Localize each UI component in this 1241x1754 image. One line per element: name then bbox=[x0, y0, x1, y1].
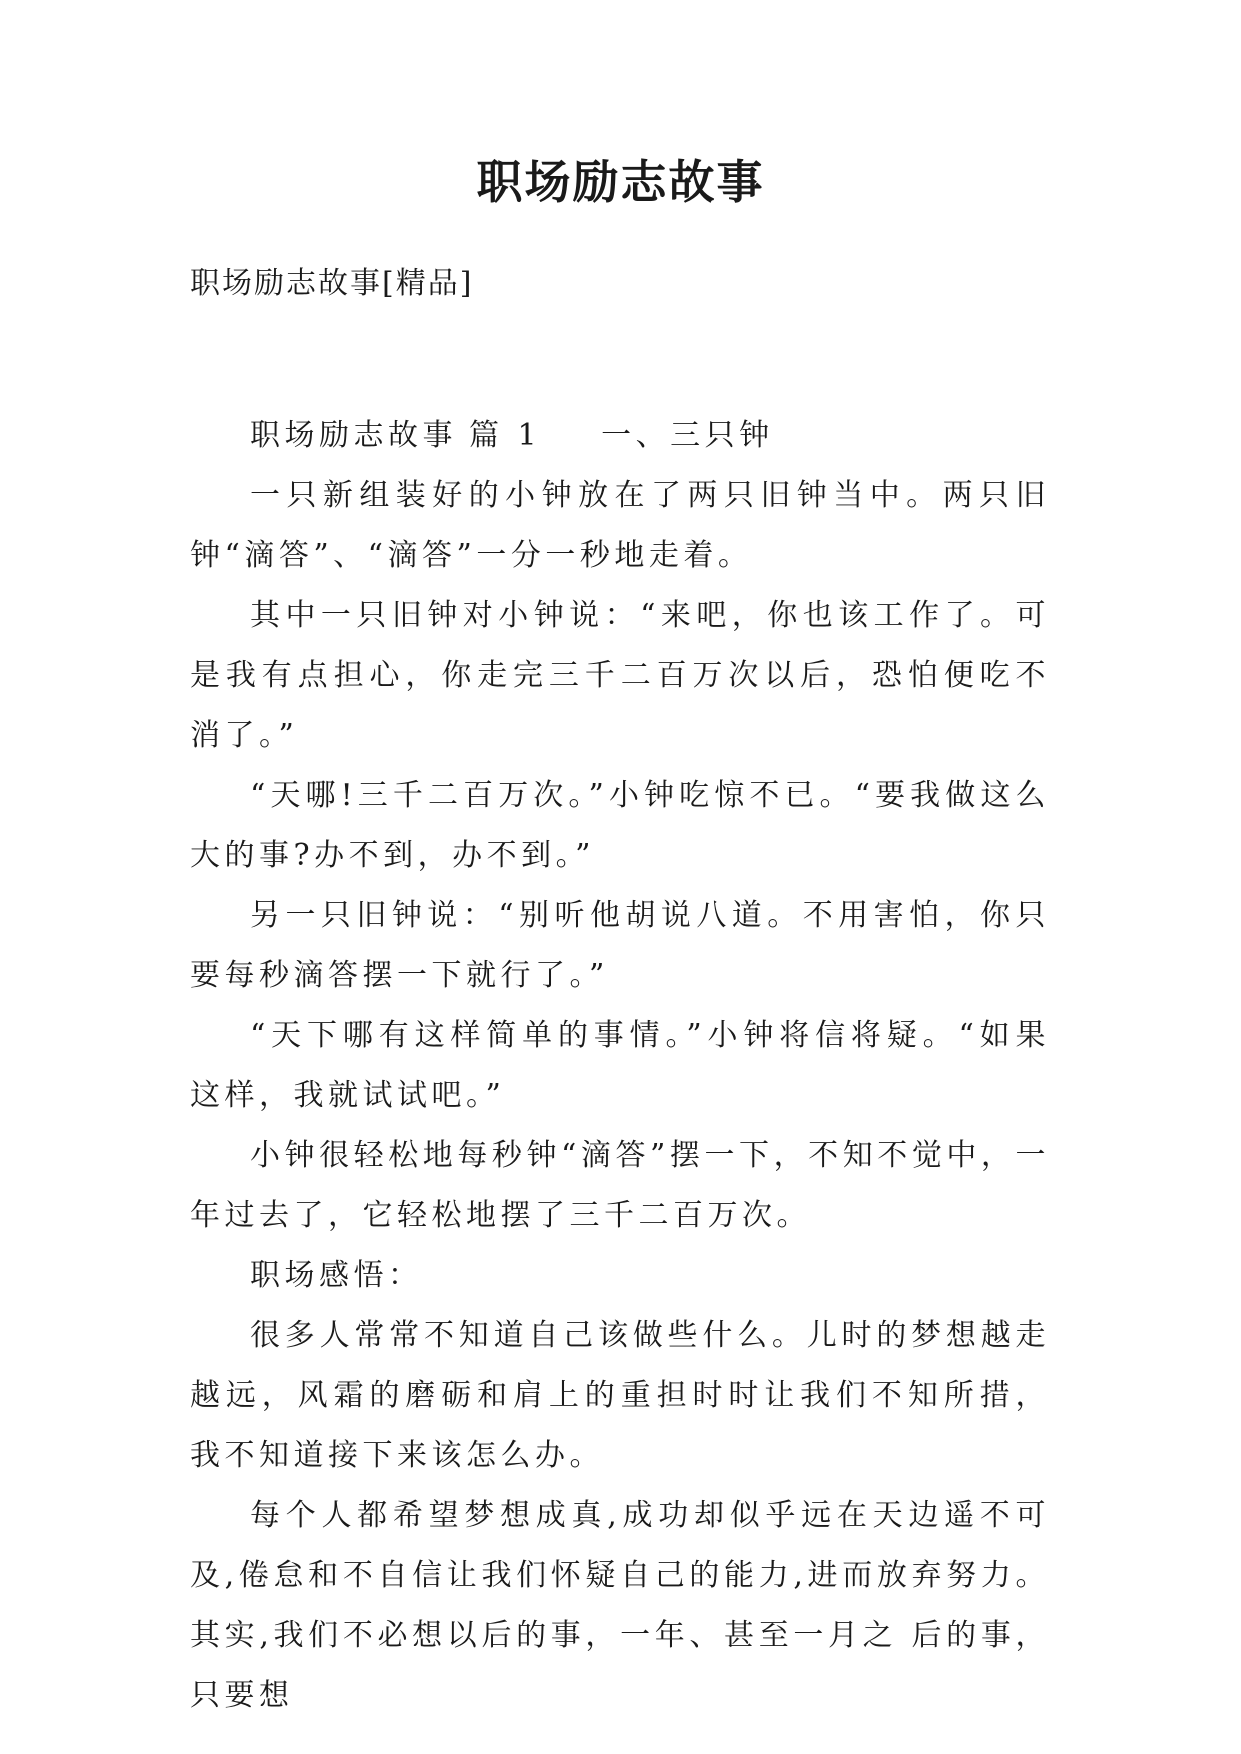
paragraph: 很多人常常不知道自己该做些什么。儿时的梦想越走越远，风霜的磨砺和肩上的重担时时让我们不知所措，我不知道接下来该怎么办。 bbox=[190, 1318, 1050, 1473]
paragraph: 小钟很轻松地每秒钟“滴答”摆一下，不知不觉中，一年过去了，它轻松地摆了三千二百万次。 bbox=[190, 1138, 1050, 1233]
paragraph: “天下哪有这样简单的事情。”小钟将信将疑。“如果这样，我就试试吧。” bbox=[190, 1018, 1050, 1113]
document-title: 职场励志故事 bbox=[476, 155, 765, 209]
section-number: 篇 1 bbox=[469, 418, 542, 453]
document-subtitle: 职场励志故事[精品] bbox=[190, 266, 474, 301]
story-title: 一、三只钟 bbox=[601, 418, 774, 453]
paragraph: 其中一只旧钟对小钟说：“来吧，你也该工作了。可是我有点担心，你走完三千二百万次以后，恐怕便吃不消了。” bbox=[190, 598, 1050, 753]
section-heading bbox=[190, 406, 1050, 466]
document-body bbox=[190, 406, 1050, 1726]
paragraph: 职场感悟： bbox=[250, 1258, 423, 1293]
paragraph: 一只新组装好的小钟放在了两只旧钟当中。两只旧钟“滴答”、“滴答”一分一秒地走着。 bbox=[190, 478, 1050, 573]
paragraph: 另一只旧钟说：“别听他胡说八道。不用害怕，你只要每秒滴答摆一下就行了。” bbox=[190, 898, 1050, 993]
paragraph: “天哪!三千二百万次。”小钟吃惊不已。“要我做这么大的事?办不到，办不到。” bbox=[190, 778, 1050, 873]
section-label: 职场励志故事 bbox=[250, 418, 457, 453]
paragraph: 每个人都希望梦想成真,成功却似乎远在天边遥不可及,倦怠和不自信让我们怀疑自己的能力,进而放弃努力。其实,我们不必想以后的事，一年、甚至一月之 后的事，只要想 bbox=[190, 1498, 1050, 1713]
